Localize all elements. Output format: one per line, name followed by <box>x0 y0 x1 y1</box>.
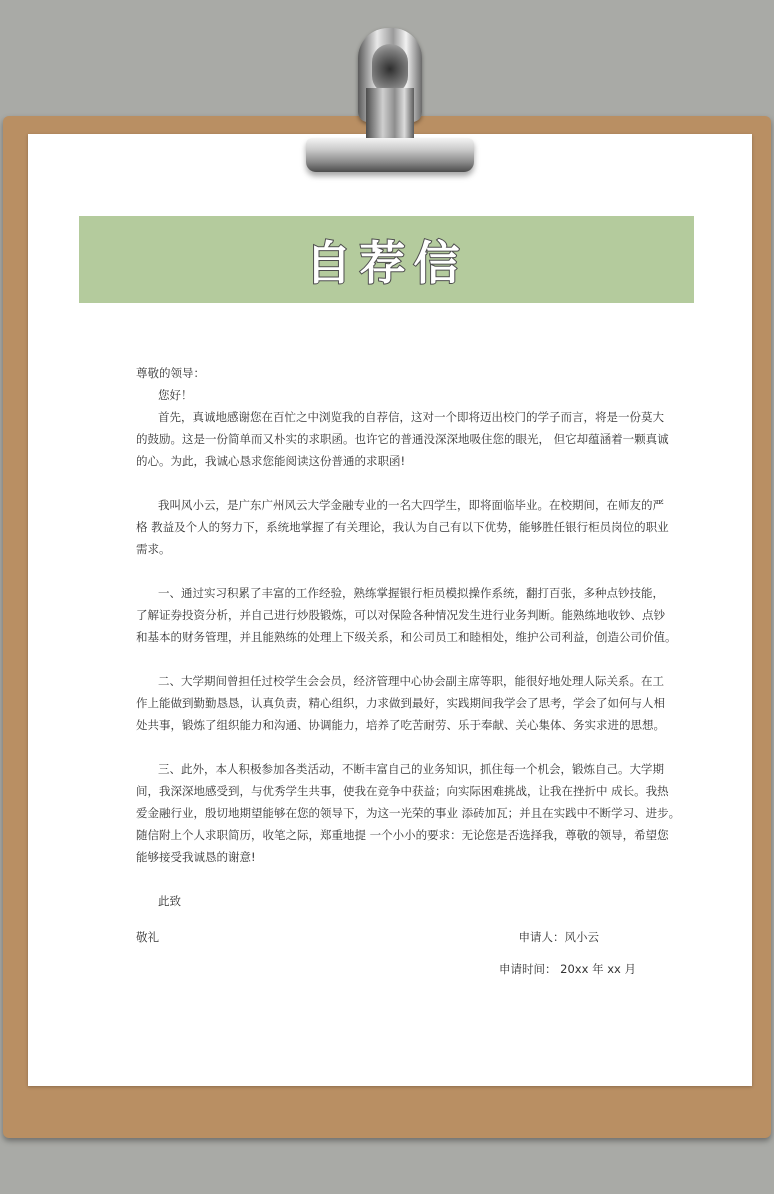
paragraph-line: 了解证券投资分析，并自己进行炒股锻炼，可以对保险各种情况发生进行业务判断。能熟练地收钞、点钞 <box>136 608 665 622</box>
binder-clip-hole <box>372 44 408 94</box>
paragraph-intro <box>136 494 669 560</box>
closing-cizhi: 此致 <box>158 894 181 908</box>
paragraph-leadership <box>136 670 665 736</box>
paragraph-line: 处共事，锻炼了组织能力和沟通、协调能力，培养了吃苦耐劳、乐于奉献、关心集体、务实求进的思想。 <box>136 718 665 732</box>
paragraph-line: 爱金融行业，殷切地期望能够在您的领导下，为这一光荣的事业 添砖加瓦；并且在实践中不断学习、进步。 <box>136 806 681 820</box>
letter-body <box>136 362 681 980</box>
paragraph-line: 的鼓励。这是一份简单而又朴实的求职函。也许它的普通没深深地吸住您的眼光， 但它却蕴涵着一颗真诚 <box>136 432 669 446</box>
closing-jingli: 敬礼 <box>136 930 159 944</box>
greeting: 您好！ <box>158 388 193 402</box>
applicant-name: 申请人：风小云 <box>518 930 599 944</box>
paragraph-line: 间，我深深地感受到，与优秀学生共事，使我在竞争中获益；向实际困难挑战，让我在挫折中 成长。我热 <box>136 784 669 798</box>
closing-row <box>136 926 599 948</box>
binder-clip-neck <box>366 88 414 144</box>
paragraph-line: 三、此外，本人积极参加各类活动，不断丰富自己的业务知识，抓住每一个机会，锻炼自己。大学期 <box>158 762 664 776</box>
salutation: 尊敬的领导： <box>136 366 205 380</box>
paragraph-line: 格 教益及个人的努力下，系统地掌握了有关理论，我认为自己有以下优势，能够胜任银行柜员岗位的职业 <box>136 520 669 534</box>
paragraph-line: 和基本的财务管理，并且能熟练的处理上下级关系，和公司员工和睦相处，维护公司利益，创造公司价值。 <box>136 630 677 644</box>
title-banner <box>79 216 694 303</box>
binder-clip-icon <box>306 138 474 172</box>
paragraph-experience <box>136 582 677 648</box>
paragraph-line: 作上能做到勤勤恳恳，认真负责，精心组织，力求做到最好，实践期间我学会了思考，学会了如何与人相 <box>136 696 665 710</box>
paragraph-line: 我叫风小云，是广东广州风云大学金融专业的一名大四学生，即将面临毕业。在校期间，在师友的严 <box>158 498 664 512</box>
paragraph-thanks <box>136 406 669 472</box>
paragraph-line: 首先，真诚地感谢您在百忙之中浏览我的自荐信，这对一个即将迈出校门的学子而言，将是一份莫大 <box>158 410 664 424</box>
paragraph-line: 二、大学期间曾担任过校学生会会员，经济管理中心协会副主席等职，能很好地处理人际关系。在工 <box>158 674 664 688</box>
paragraph-line: 一、通过实习积累了丰富的工作经验，熟练掌握银行柜员模拟操作系统，翻打百张，多种点钞技能， <box>158 586 664 600</box>
application-date: 申请时间： 20xx 年 xx 月 <box>499 962 636 976</box>
paragraph-line: 能够接受我诚恳的谢意! <box>136 850 256 864</box>
paragraph-line: 需求。 <box>136 542 171 556</box>
paragraph-line: 的心。为此，我诚心恳求您能阅读这份普通的求职函! <box>136 454 406 468</box>
page-title: 自荐信 <box>305 235 468 290</box>
paragraph-line: 随信附上个人求职简历，收笔之际，郑重地提 一个小小的要求：无论您是否选择我，尊敬的领导，希望您 <box>136 828 669 842</box>
paragraph-activities <box>136 758 681 868</box>
